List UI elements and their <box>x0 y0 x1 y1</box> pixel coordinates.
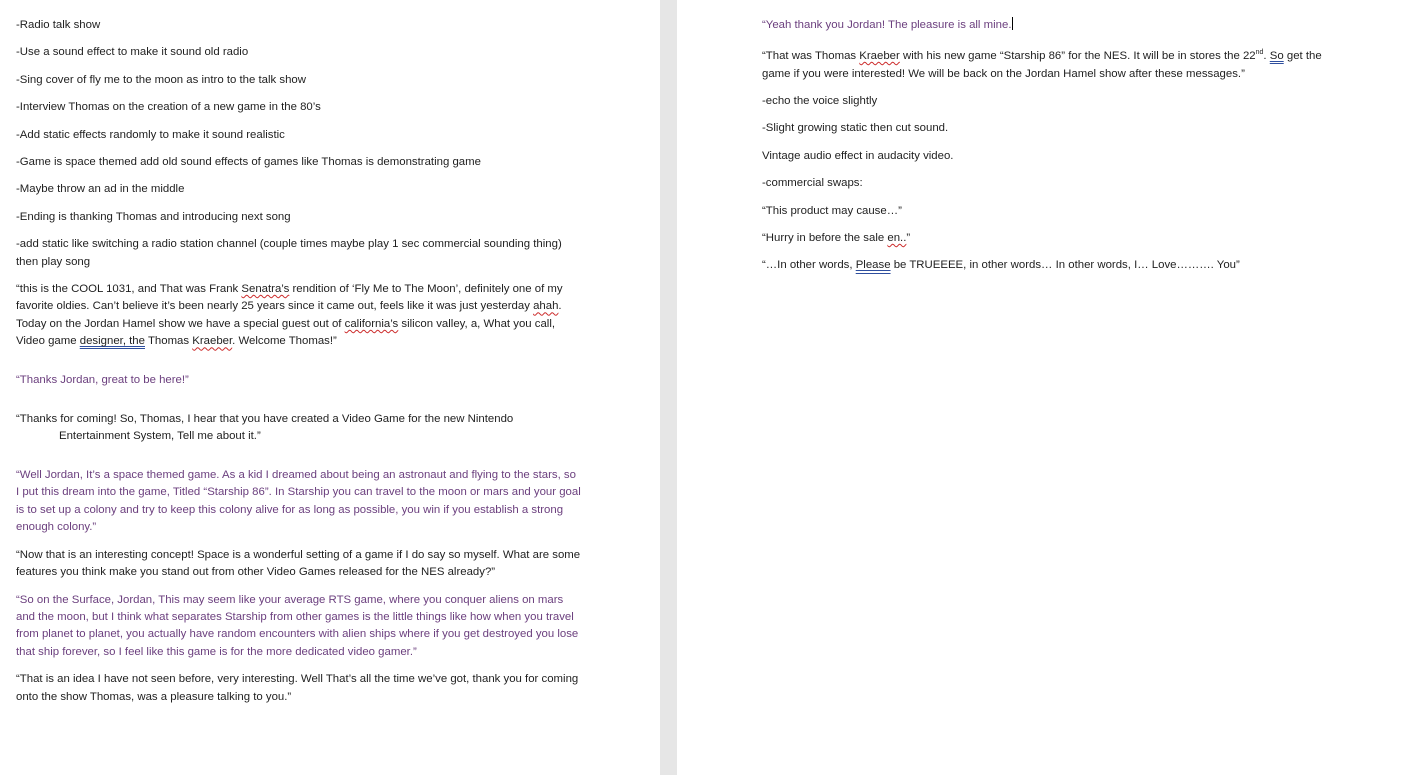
grammar-error[interactable]: designer, the <box>79 335 145 348</box>
note-item: -echo the voice slightly <box>762 95 878 108</box>
outro-text: get the game if you were interested! We will be back on the Jordan Hamel show after these messages.” <box>762 50 1322 80</box>
note-item: -add static like switching a radio station channel (couple times maybe play 1 sec commercial sounding thing) then play song <box>16 238 562 268</box>
note-item: -Maybe throw an ad in the middle <box>16 183 185 196</box>
lyric-text: “…In other words, <box>762 259 856 272</box>
spelling-error[interactable]: en.. <box>887 232 907 245</box>
note-item: -Add static effects randomly to make it sound realistic <box>16 128 285 141</box>
ordinal-suffix: nd <box>1255 49 1264 57</box>
note-item: -Slight growing static then cut sound. <box>762 122 949 135</box>
note-item: -Sing cover of fly me to the moon as intro to the talk show <box>16 73 306 86</box>
note-item: Vintage audio effect in audacity video. <box>762 149 954 162</box>
question-line-indented: Entertainment System, Tell me about it.” <box>59 430 261 443</box>
thomas-reply-surface: “So on the Surface, Jordan, This may seem like your average RTS game, where you conquer aliens on mars and the moon, but I think what separates Starship from other games is the little things like how when you travel from planet to planet, you actually have random encounters with alien ships where if you get destroyed you lose that ship forever, so I feel like this game is for the more dedicated video gamer.” <box>16 593 579 658</box>
jordan-question-features: “Now that is an interesting concept! Space is a wonderful setting of a game if I do say so myself. What are some features you think make you stand out from other Video Games released for the NES already?” <box>16 548 581 579</box>
note-item: -Use a sound effect to make it sound old radio <box>16 46 249 59</box>
note-item: -commercial swaps: <box>762 177 863 190</box>
intro-text: Thomas <box>144 335 193 348</box>
question-line: “Thanks for coming! So, Thomas, I hear that you have created a Video Game for the new Nintendo <box>16 412 514 425</box>
thomas-reply-greeting: “Thanks Jordan, great to be here!” <box>16 374 189 387</box>
song-lyric-line <box>762 257 1322 274</box>
intro-text: “this is the COOL 1031, and That was Frank <box>16 283 242 296</box>
intro-paragraph <box>16 281 581 351</box>
thomas-reply-space: “Well Jordan, It’s a space themed game. As a kid I dreamed about being an astronaut and flying to the stars, so I put this dream into the game, Titled “Starship 86”. In Starship you can travel to the moon or mars and your goal is to set up a colony and try to keep this colony alive for as long as possible, you win if you establish a strong enough colony.” <box>16 469 581 534</box>
commercial-text: “Hurry in before the sale <box>762 232 888 245</box>
document-page-left[interactable] <box>0 0 660 775</box>
outro-text: . <box>1263 50 1270 63</box>
text-cursor <box>1012 17 1013 30</box>
note-item: -Interview Thomas on the creation of a new game in the 80’s <box>16 101 321 114</box>
note-item: -Radio talk show <box>16 19 101 31</box>
commercial-line: “This product may cause…” <box>762 204 902 217</box>
commercial-line <box>762 230 1322 247</box>
outro-text: “That was Thomas <box>762 50 860 63</box>
spelling-error[interactable]: ahah <box>533 300 559 313</box>
lyric-text: be TRUEEEE, in other words… In other words, I… Love………. You” <box>890 259 1240 272</box>
spelling-error[interactable]: Kraeber <box>859 50 900 63</box>
jordan-closing: “That is an idea I have not seen before, very interesting. Well That’s all the time we’ve got, thank you for coming onto the show Thomas, was a pleasure talking to you.” <box>16 673 579 703</box>
empty-line <box>16 355 660 372</box>
host-outro <box>762 44 1322 83</box>
spelling-error[interactable]: Senatra’s <box>241 283 290 296</box>
intro-text: . Welcome Thomas!” <box>232 335 337 348</box>
grammar-error[interactable]: Please <box>855 259 891 272</box>
grammar-error[interactable]: So <box>1269 50 1284 63</box>
intro-text: rendition of ‘Fly Me to The Moon’, definitely one of my favorite oldies. Can’t believe it’s been nearly 25 years since it came out, feels like it was just yesterday <box>16 283 563 313</box>
note-item: -Game is space themed add old sound effects of games like Thomas is demonstrating game <box>16 156 481 169</box>
document-page-right[interactable] <box>677 0 1406 775</box>
intro-text: . Today on the Jordan Hamel show we have a special guest out of <box>16 300 562 330</box>
spelling-error[interactable]: california’s <box>344 317 399 330</box>
note-item: -Ending is thanking Thomas and introducing next song <box>16 210 291 223</box>
empty-line <box>16 393 660 410</box>
empty-line <box>16 450 660 467</box>
spelling-error[interactable]: Kraeber <box>192 335 233 348</box>
jordan-question-game <box>16 411 581 446</box>
closing-text: “Yeah thank you Jordan! The pleasure is all mine. <box>762 19 1012 31</box>
commercial-text: ” <box>906 232 911 245</box>
notes-list <box>16 17 660 271</box>
intro-text: silicon valley, a, What you call, Video game <box>16 317 556 348</box>
outro-text: with his new game “Starship 86” for the NES. It will be in stores the 22 <box>899 50 1256 63</box>
thomas-closing <box>762 17 1322 34</box>
